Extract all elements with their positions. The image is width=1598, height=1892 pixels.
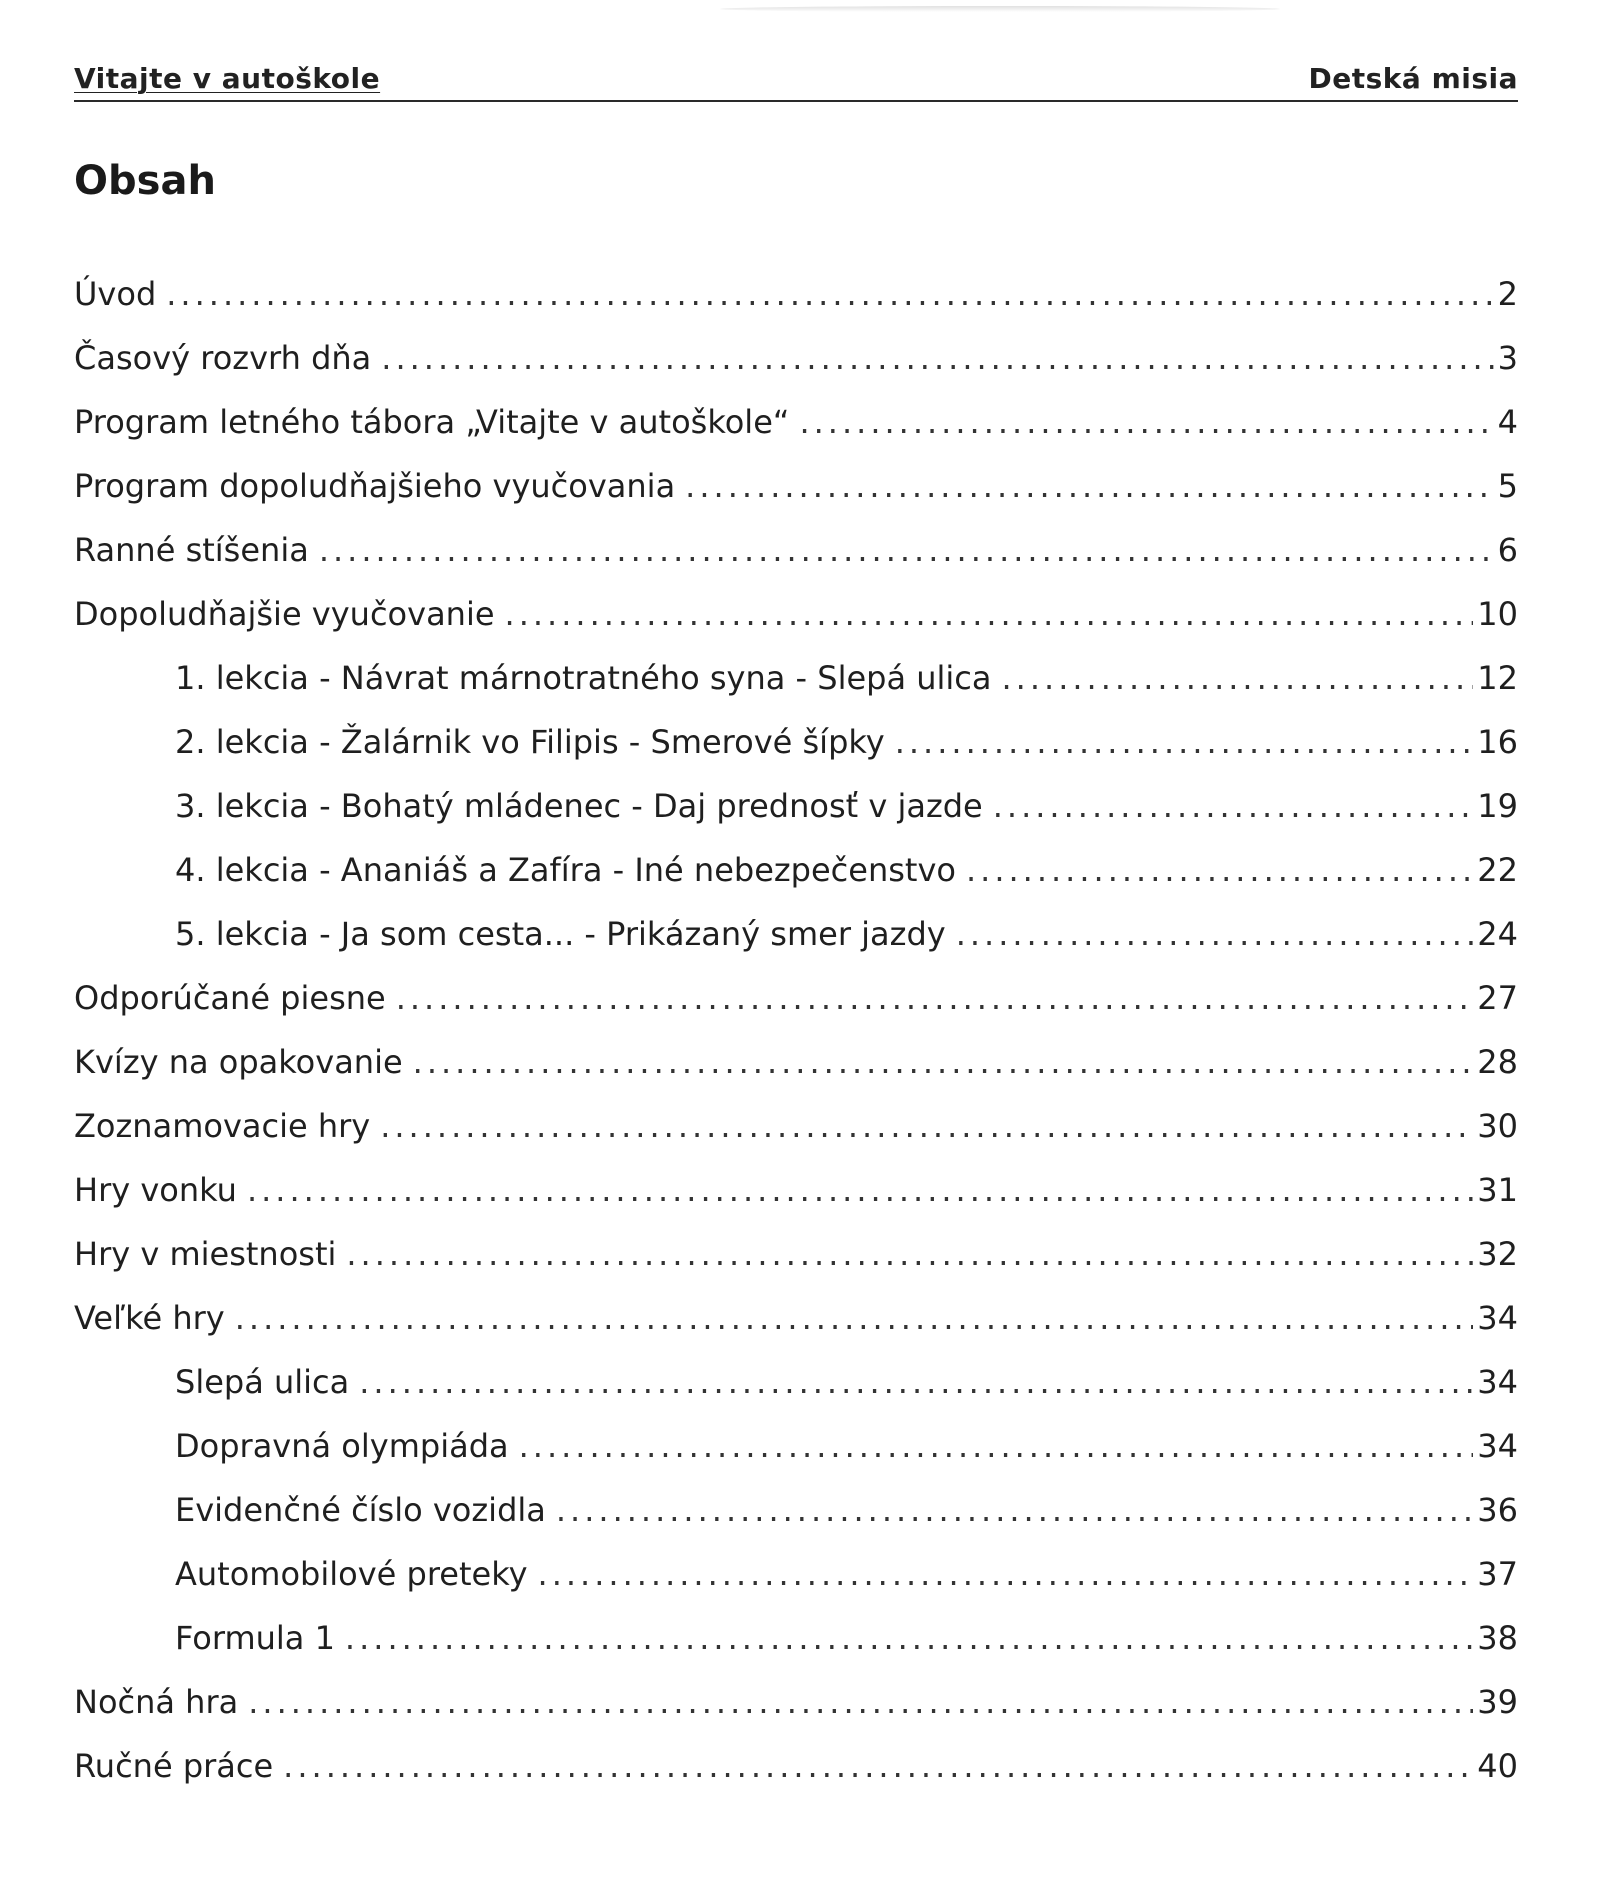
toc-entry-page-number: 36 <box>1477 1491 1518 1529</box>
toc-entry[interactable] <box>74 1094 1518 1158</box>
toc-entry[interactable] <box>74 1670 1518 1734</box>
toc-entry[interactable] <box>74 774 1518 838</box>
toc-dot-leader <box>381 326 1493 390</box>
toc-entry[interactable] <box>74 1286 1518 1350</box>
table-of-contents <box>74 262 1518 1798</box>
toc-entry-label: 4. lekcia - Ananiáš a Zafíra - Iné nebezpečenstvo <box>175 851 956 889</box>
toc-dot-leader <box>166 262 1493 326</box>
toc-entry-label: Dopoludňajšie vyučovanie <box>74 595 495 633</box>
toc-entry-page-number: 19 <box>1477 787 1518 825</box>
toc-entry-label: Dopravná olympiáda <box>175 1427 509 1465</box>
toc-dot-leader <box>993 774 1474 838</box>
toc-entry[interactable] <box>74 1542 1518 1606</box>
toc-entry[interactable] <box>74 966 1518 1030</box>
scan-shadow <box>720 6 1280 12</box>
toc-dot-leader <box>538 1542 1474 1606</box>
toc-entry-label: Ranné stíšenia <box>74 531 309 569</box>
toc-entry-page-number: 22 <box>1477 851 1518 889</box>
toc-entry-page-number: 24 <box>1477 915 1518 953</box>
toc-entry-label: Odporúčané piesne <box>74 979 386 1017</box>
toc-entry-label: Nočná hra <box>74 1683 239 1721</box>
toc-entry-page-number: 40 <box>1477 1747 1518 1785</box>
toc-entry-page-number: 34 <box>1477 1427 1518 1465</box>
toc-entry-label: 2. lekcia - Žalárnik vo Filipis - Smerové šípky <box>175 723 885 761</box>
toc-dot-leader <box>283 1734 1473 1798</box>
toc-entry-page-number: 2 <box>1497 275 1518 313</box>
toc-dot-leader <box>413 1030 1474 1094</box>
toc-entry[interactable] <box>74 1606 1518 1670</box>
toc-entry[interactable] <box>74 326 1518 390</box>
toc-entry[interactable] <box>74 1158 1518 1222</box>
toc-entry-page-number: 34 <box>1477 1363 1518 1401</box>
toc-entry-label: Úvod <box>74 275 157 313</box>
toc-entry-page-number: 32 <box>1477 1235 1518 1273</box>
toc-entry-label: Slepá ulica <box>175 1363 350 1401</box>
toc-entry-label: Hry v miestnosti <box>74 1235 337 1273</box>
toc-entry-label: Hry vonku <box>74 1171 237 1209</box>
toc-entry[interactable] <box>74 518 1518 582</box>
toc-dot-leader <box>966 838 1473 902</box>
toc-dot-leader <box>519 1414 1474 1478</box>
toc-entry-page-number: 28 <box>1477 1043 1518 1081</box>
toc-dot-leader <box>505 582 1474 646</box>
toc-entry-label: 5. lekcia - Ja som cesta... - Prikázaný smer jazdy <box>175 915 946 953</box>
toc-entry-page-number: 30 <box>1477 1107 1518 1145</box>
toc-dot-leader <box>319 518 1494 582</box>
toc-entry-label: Automobilové preteky <box>175 1555 528 1593</box>
toc-entry[interactable] <box>74 902 1518 966</box>
toc-entry-page-number: 34 <box>1477 1299 1518 1337</box>
toc-entry-label: Evidenčné číslo vozidla <box>175 1491 546 1529</box>
toc-entry-page-number: 6 <box>1497 531 1518 569</box>
toc-dot-leader <box>799 390 1493 454</box>
header-series-title: Detská misia <box>1308 62 1518 95</box>
toc-entry-page-number: 10 <box>1477 595 1518 633</box>
toc-dot-leader <box>1002 646 1474 710</box>
toc-entry[interactable] <box>74 1222 1518 1286</box>
toc-entry-label: 1. lekcia - Návrat márnotratného syna - Slepá ulica <box>175 659 992 697</box>
toc-entry-page-number: 27 <box>1477 979 1518 1017</box>
toc-entry[interactable] <box>74 1734 1518 1798</box>
toc-dot-leader <box>359 1350 1473 1414</box>
toc-entry[interactable] <box>74 1350 1518 1414</box>
toc-entry[interactable] <box>74 1414 1518 1478</box>
toc-entry[interactable] <box>74 1478 1518 1542</box>
toc-dot-leader <box>956 902 1474 966</box>
page-title: Obsah <box>74 158 216 204</box>
toc-dot-leader <box>556 1478 1473 1542</box>
toc-entry[interactable] <box>74 262 1518 326</box>
running-header <box>74 56 1518 102</box>
toc-entry-label: Veľké hry <box>74 1299 225 1337</box>
toc-entry-page-number: 5 <box>1497 467 1518 505</box>
toc-dot-leader <box>396 966 1474 1030</box>
toc-entry[interactable] <box>74 646 1518 710</box>
toc-entry-page-number: 12 <box>1477 659 1518 697</box>
toc-entry-label: 3. lekcia - Bohatý mládenec - Daj prednosť v jazde <box>175 787 983 825</box>
toc-entry[interactable] <box>74 582 1518 646</box>
header-book-title: Vitajte v autoškole <box>74 62 381 95</box>
toc-entry[interactable] <box>74 1030 1518 1094</box>
toc-entry-label: Časový rozvrh dňa <box>74 339 372 377</box>
toc-dot-leader <box>235 1286 1474 1350</box>
toc-entry[interactable] <box>74 390 1518 454</box>
toc-entry-label: Program dopoludňajšieho vyučovania <box>74 467 676 505</box>
toc-entry-page-number: 39 <box>1477 1683 1518 1721</box>
toc-dot-leader <box>248 1670 1473 1734</box>
toc-entry-label: Zoznamovacie hry <box>74 1107 371 1145</box>
toc-entry-page-number: 37 <box>1477 1555 1518 1593</box>
toc-entry[interactable] <box>74 710 1518 774</box>
toc-entry[interactable] <box>74 454 1518 518</box>
toc-entry-label: Program letného tábora „Vitajte v autoškole“ <box>74 403 790 441</box>
toc-entry-label: Ručné práce <box>74 1747 274 1785</box>
toc-entry-page-number: 4 <box>1497 403 1518 441</box>
toc-entry-page-number: 3 <box>1497 339 1518 377</box>
toc-entry[interactable] <box>74 838 1518 902</box>
toc-entry-label: Kvízy na opakovanie <box>74 1043 403 1081</box>
toc-dot-leader <box>685 454 1493 518</box>
toc-dot-leader <box>380 1094 1473 1158</box>
toc-dot-leader <box>346 1222 1473 1286</box>
toc-entry-page-number: 31 <box>1477 1171 1518 1209</box>
toc-entry-label: Formula 1 <box>175 1619 335 1657</box>
toc-dot-leader <box>895 710 1474 774</box>
toc-dot-leader <box>247 1158 1473 1222</box>
toc-entry-page-number: 16 <box>1477 723 1518 761</box>
toc-dot-leader <box>345 1606 1473 1670</box>
toc-entry-page-number: 38 <box>1477 1619 1518 1657</box>
